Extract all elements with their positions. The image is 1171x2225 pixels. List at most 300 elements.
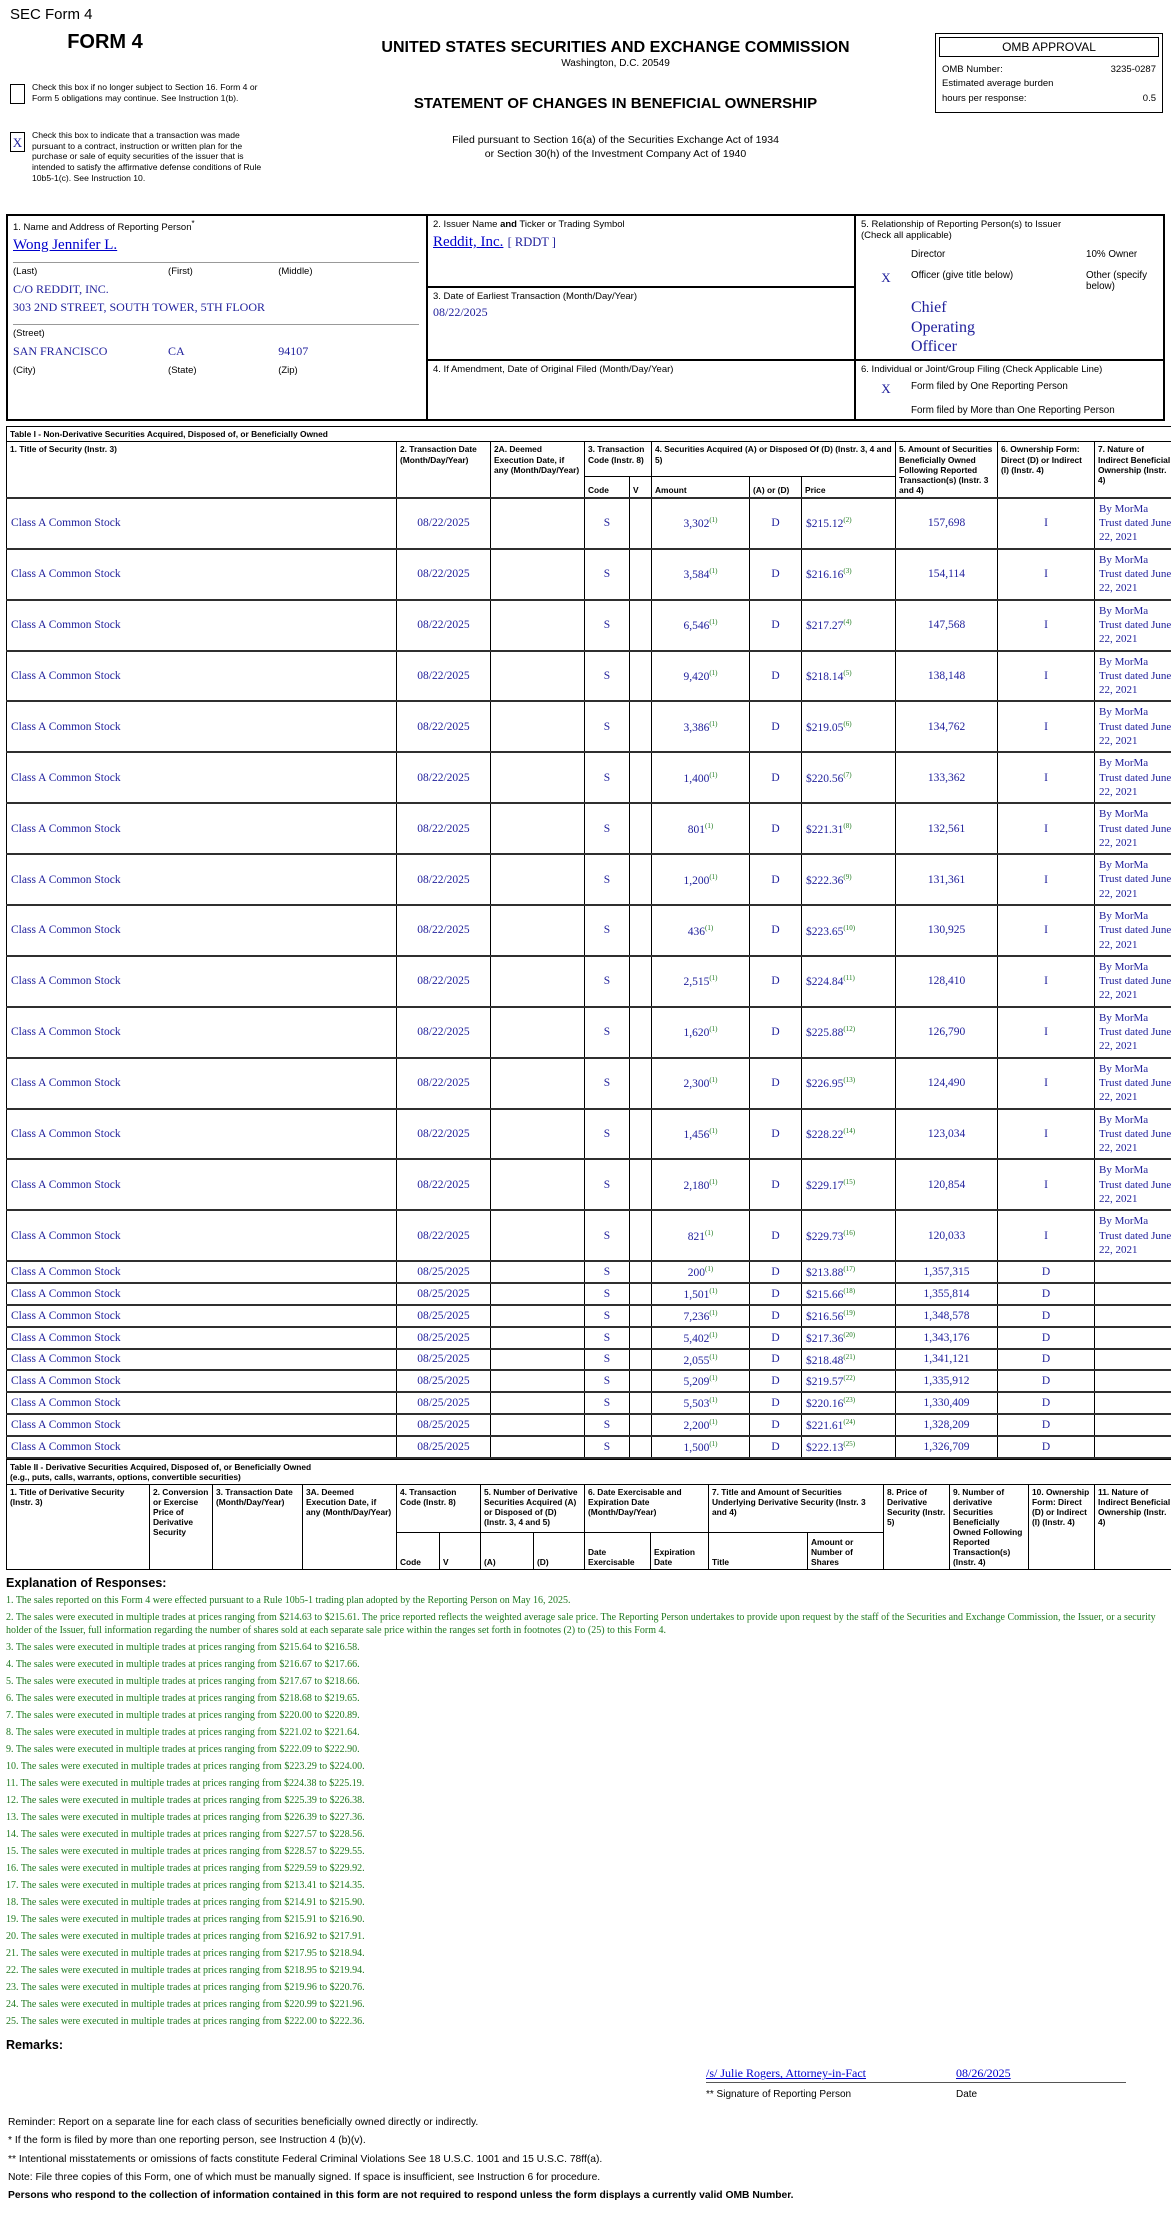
cell-transaction-date: 08/22/2025 (397, 1109, 491, 1160)
table2-col8: 8. Price of Derivative Security (Instr. 5) (884, 1484, 950, 1570)
footnote: 23. The sales were executed in multiple trades at prices ranging from $219.96 to $220.76. (6, 1981, 1165, 1994)
cell-amount: 821$^{(1)}$ (652, 1210, 750, 1261)
cell-transaction-date: 08/22/2025 (397, 1058, 491, 1109)
section4-amendment (427, 360, 855, 420)
footnote-ref: (17) (843, 1265, 855, 1273)
footnote-ref: (1) (705, 924, 713, 932)
footnote: 15. The sales were executed in multiple trades at prices ranging from $228.57 to $229.55. (6, 1845, 1165, 1858)
cell-ownership-form: I (998, 600, 1095, 651)
table1-row (7, 854, 1171, 905)
table1-row (7, 1305, 1171, 1327)
footer-notes (6, 2114, 1165, 2204)
cell-a-or-d: D (750, 854, 802, 905)
city-state-zip-labels (13, 365, 421, 376)
footnote-ref: (14) (843, 1127, 855, 1135)
footnote: 12. The sales were executed in multiple trades at prices ranging from $225.39 to $226.38. (6, 1794, 1165, 1807)
footnote-ref: (1) (709, 567, 717, 575)
footnote: 10. The sales were executed in multiple trades at prices ranging from $223.29 to $224.00. (6, 1760, 1165, 1773)
officer-checkbox[interactable]: X (861, 270, 911, 292)
last-label: (Last) (13, 266, 168, 277)
cell-security-title: Class A Common Stock (7, 701, 397, 752)
section4-label: 4. If Amendment, Date of Original Filed (Month/Day/Year) (433, 364, 849, 375)
cell-a-or-d: D (750, 1327, 802, 1349)
cell-ownership-form: D (998, 1392, 1095, 1414)
section1-name-address (7, 215, 427, 421)
cell-price: $220.56$^{(7)}$ (802, 752, 896, 803)
cell-code: S (585, 956, 630, 1007)
cell-owned-following: 1,348,578 (896, 1305, 998, 1327)
cell-price: $222.36$^{(9)}$ (802, 854, 896, 905)
cell-code: S (585, 1327, 630, 1349)
section5-relationship (855, 215, 1164, 360)
table1-sub-code: Code (585, 477, 630, 498)
signature-date-label: Date (956, 2089, 1126, 2100)
cell-price: $225.88$^{(12)}$ (802, 1007, 896, 1058)
cell-ownership-form: I (998, 651, 1095, 702)
reporting-person-link[interactable]: Wong Jennifer L. (13, 237, 117, 253)
footnote: 14. The sales were executed in multiple trades at prices ranging from $227.57 to $228.56. (6, 1828, 1165, 1841)
footnote-ref: (9) (843, 873, 851, 881)
one-person-label: Form filed by One Reporting Person (911, 381, 1158, 397)
issuer-link[interactable]: Reddit, Inc. (433, 234, 503, 250)
footnote-ref: (1) (709, 1353, 717, 1361)
cell-amount: 3,302$^{(1)}$ (652, 498, 750, 549)
cell-v (630, 549, 652, 600)
cell-price: $215.12$^{(2)}$ (802, 498, 896, 549)
footnote-ref: (3) (843, 567, 851, 575)
cell-transaction-date: 08/25/2025 (397, 1327, 491, 1349)
cell-code: S (585, 1349, 630, 1371)
footnote: 13. The sales were executed in multiple trades at prices ranging from $226.39 to $227.36. (6, 1811, 1165, 1824)
cell-nature-indirect (1095, 1414, 1171, 1436)
cell-price: $213.88$^{(17)}$ (802, 1261, 896, 1283)
cell-ownership-form: I (998, 549, 1095, 600)
footnote: 11. The sales were executed in multiple trades at prices ranging from $224.38 to $225.19. (6, 1777, 1165, 1790)
cell-ownership-form: D (998, 1349, 1095, 1371)
cell-security-title: Class A Common Stock (7, 1283, 397, 1305)
cell-ownership-form: I (998, 1109, 1095, 1160)
cell-v (630, 1436, 652, 1458)
table2-title-line1: Table II - Derivative Securities Acquired, Disposed of, or Beneficially Owned (10, 1462, 1171, 1472)
table2-sub-code: Code (397, 1533, 440, 1570)
more-person-label: Form filed by More than One Reporting Person (911, 405, 1158, 416)
cell-deemed-date (491, 1159, 585, 1210)
cell-code: S (585, 803, 630, 854)
omb-number-label: OMB Number: (942, 63, 1003, 77)
table1-col-title: 1. Title of Security (Instr. 3) (7, 442, 397, 498)
footnote: 17. The sales were executed in multiple trades at prices ranging from $213.41 to $214.35. (6, 1879, 1165, 1892)
table1-col-code: 3. Transaction Code (Instr. 8) (585, 442, 652, 477)
cell-amount: 1,456$^{(1)}$ (652, 1109, 750, 1160)
cell-a-or-d: D (750, 1414, 802, 1436)
table1-row (7, 1159, 1171, 1210)
cell-owned-following: 1,343,176 (896, 1327, 998, 1349)
cell-transaction-date: 08/22/2025 (397, 701, 491, 752)
cell-amount: 1,200$^{(1)}$ (652, 854, 750, 905)
cell-code: S (585, 549, 630, 600)
table1-col-date: 2. Transaction Date (Month/Day/Year) (397, 442, 491, 498)
earliest-transaction-date: 08/22/2025 (433, 305, 849, 320)
cell-nature-indirect (1095, 1327, 1171, 1349)
cell-security-title: Class A Common Stock (7, 1327, 397, 1349)
form-header (6, 25, 1165, 210)
cell-deemed-date (491, 1305, 585, 1327)
cell-v (630, 1210, 652, 1261)
cell-ownership-form: I (998, 1159, 1095, 1210)
cell-nature-indirect (1095, 1305, 1171, 1327)
cell-deemed-date (491, 549, 585, 600)
cell-security-title: Class A Common Stock (7, 1261, 397, 1283)
cell-deemed-date (491, 1007, 585, 1058)
cell-deemed-date (491, 905, 585, 956)
cell-code: S (585, 1436, 630, 1458)
cell-nature-indirect: By MorMa Trust dated June 22, 2021 (1095, 803, 1171, 854)
cell-amount: 2,515$^{(1)}$ (652, 956, 750, 1007)
cell-v (630, 905, 652, 956)
footnote: 19. The sales were executed in multiple trades at prices ranging from $215.91 to $216.90. (6, 1913, 1165, 1926)
cell-price: $219.05$^{(6)}$ (802, 701, 896, 752)
table1-row (7, 1058, 1171, 1109)
footnote-ref: (11) (843, 974, 854, 982)
cell-price: $216.16$^{(3)}$ (802, 549, 896, 600)
section5-sublabel: (Check all applicable) (861, 230, 1158, 241)
table2-sub-date-exercisable: Date Exercisable (585, 1533, 651, 1570)
table2-col7: 7. Title and Amount of Securities Underlying Derivative Security (Instr. 3 and 4) (709, 1484, 884, 1532)
other-label: Other (specify below) (1086, 270, 1158, 292)
cell-v (630, 701, 652, 752)
footnote: 21. The sales were executed in multiple trades at prices ranging from $217.95 to $218.94. (6, 1947, 1165, 1960)
footer-reminder: Reminder: Report on a separate line for each class of securities beneficially owned directly or indirectly. (8, 2114, 1165, 2132)
table1-row (7, 803, 1171, 854)
table1-row (7, 905, 1171, 956)
cell-amount: 1,400$^{(1)}$ (652, 752, 750, 803)
cell-code: S (585, 854, 630, 905)
section5-label: 5. Relationship of Reporting Person(s) to Issuer (861, 219, 1158, 230)
footnote: 9. The sales were executed in multiple trades at prices ranging from $222.09 to $222.90. (6, 1743, 1165, 1756)
cell-transaction-date: 08/25/2025 (397, 1392, 491, 1414)
cell-v (630, 1159, 652, 1210)
cell-nature-indirect: By MorMa Trust dated June 22, 2021 (1095, 600, 1171, 651)
cell-transaction-date: 08/22/2025 (397, 498, 491, 549)
cell-owned-following: 157,698 (896, 498, 998, 549)
cell-security-title: Class A Common Stock (7, 803, 397, 854)
form-checkbox-item (10, 130, 272, 184)
cell-v (630, 1349, 652, 1371)
cell-deemed-date (491, 1327, 585, 1349)
checkbox-label: Check this box to indicate that a transaction was made pursuant to a contract, instruction or written plan for the purchase or sale of equity securities of the issuer that is intended to satisfy the affirmative defense conditions of Rule 10b5-1(c). See Instruction 10. (32, 130, 272, 184)
cell-nature-indirect: By MorMa Trust dated June 22, 2021 (1095, 1007, 1171, 1058)
cell-security-title: Class A Common Stock (7, 651, 397, 702)
cell-nature-indirect (1095, 1436, 1171, 1458)
zip-label: (Zip) (278, 365, 421, 376)
cell-a-or-d: D (750, 1283, 802, 1305)
cell-ownership-form: D (998, 1327, 1095, 1349)
cell-a-or-d: D (750, 1210, 802, 1261)
zip-value: 94107 (278, 344, 421, 359)
cell-ownership-form: D (998, 1370, 1095, 1392)
cell-code: S (585, 651, 630, 702)
cell-deemed-date (491, 1261, 585, 1283)
footnote-ref: (6) (843, 720, 851, 728)
signature-date-link[interactable]: 08/26/2025 (956, 2066, 1011, 2080)
cell-amount: 2,180$^{(1)}$ (652, 1159, 750, 1210)
table1-row (7, 1327, 1171, 1349)
cell-transaction-date: 08/22/2025 (397, 651, 491, 702)
footnote-ref: (1) (709, 771, 717, 779)
cell-ownership-form: I (998, 803, 1095, 854)
address-line2: 303 2ND STREET, SOUTH TOWER, 5TH FLOOR (13, 298, 421, 316)
cell-owned-following: 1,341,121 (896, 1349, 998, 1371)
table2-sub-expiration: Expiration Date (651, 1533, 709, 1570)
table2-sub-a: (A) (481, 1533, 534, 1570)
footnote: 16. The sales were executed in multiple trades at prices ranging from $229.59 to $229.92. (6, 1862, 1165, 1875)
cell-nature-indirect: By MorMa Trust dated June 22, 2021 (1095, 498, 1171, 549)
cell-ownership-form: I (998, 905, 1095, 956)
cell-price: $218.48$^{(21)}$ (802, 1349, 896, 1371)
cell-code: S (585, 1109, 630, 1160)
cell-nature-indirect: By MorMa Trust dated June 22, 2021 (1095, 549, 1171, 600)
cell-price: $229.73$^{(16)}$ (802, 1210, 896, 1261)
table1-row (7, 1392, 1171, 1414)
cell-amount: 1,620$^{(1)}$ (652, 1007, 750, 1058)
cell-price: $229.17$^{(15)}$ (802, 1159, 896, 1210)
address-line1: C/O REDDIT, INC. (13, 280, 421, 298)
table1-row (7, 701, 1171, 752)
cell-v (630, 803, 652, 854)
cell-price: $220.16$^{(23)}$ (802, 1392, 896, 1414)
omb-approval-box (935, 33, 1163, 113)
relationship-grid (861, 249, 1158, 292)
cell-ownership-form: D (998, 1283, 1095, 1305)
footnote: 3. The sales were executed in multiple trades at prices ranging from $215.64 to $216.58. (6, 1641, 1165, 1654)
cell-transaction-date: 08/22/2025 (397, 956, 491, 1007)
table1-row (7, 956, 1171, 1007)
footer-note1: * If the form is filed by more than one reporting person, see Instruction 4 (b)(v). (8, 2132, 1165, 2150)
cell-a-or-d: D (750, 1159, 802, 1210)
cell-transaction-date: 08/25/2025 (397, 1305, 491, 1327)
table1-row (7, 1349, 1171, 1371)
cell-price: $217.27$^{(4)}$ (802, 600, 896, 651)
omb-number-value: 3235-0287 (1111, 63, 1156, 77)
cell-price: $218.14$^{(5)}$ (802, 651, 896, 702)
officer-label: Officer (give title below) (911, 270, 1086, 292)
cell-a-or-d: D (750, 752, 802, 803)
footnote-ref: (12) (843, 1025, 855, 1033)
footnote: 2. The sales were executed in multiple trades at prices ranging from $214.63 to $215.61. The price reported reflects the weighted average sale price. The Reporting Person undertakes to provide upon request by the staff of the Securities and Exchange Commission, the Issuer, or a security holder of the Issuer, full information regarding the number of shares sold at each separate sale price within the ranges set forth in footnotes (2) to (25) to this Form 4. (6, 1611, 1165, 1637)
director-checkbox[interactable] (861, 249, 911, 260)
cell-nature-indirect: By MorMa Trust dated June 22, 2021 (1095, 701, 1171, 752)
first-label: (First) (168, 266, 278, 277)
cell-a-or-d: D (750, 701, 802, 752)
more-person-checkbox[interactable] (861, 405, 911, 416)
section2-label: 2. Issuer Name and Ticker or Trading Symbol (433, 219, 625, 230)
cell-ownership-form: I (998, 752, 1095, 803)
table2-derivative (6, 1459, 1171, 1571)
table2-col10: 10. Ownership Form: Direct (D) or Indirect (I) (Instr. 4) (1029, 1484, 1095, 1570)
footnote-ref: (1) (709, 1418, 717, 1426)
cell-ownership-form: I (998, 701, 1095, 752)
address-lines (13, 280, 421, 316)
omb-burden-value: 0.5 (1143, 92, 1156, 106)
cell-security-title: Class A Common Stock (7, 1007, 397, 1058)
cell-v (630, 1058, 652, 1109)
cell-amount: 2,300$^{(1)}$ (652, 1058, 750, 1109)
footnote-ref: (25) (843, 1440, 855, 1448)
omb-title: OMB APPROVAL (939, 37, 1159, 57)
cell-transaction-date: 08/22/2025 (397, 1210, 491, 1261)
cell-code: S (585, 701, 630, 752)
footnote-ref: (4) (843, 618, 851, 626)
footnote-ref: (22) (843, 1374, 855, 1382)
cell-transaction-date: 08/22/2025 (397, 1159, 491, 1210)
table1-col-deemed: 2A. Deemed Execution Date, if any (Month/Day/Year) (491, 442, 585, 498)
footnote-ref: (7) (843, 771, 851, 779)
table1-row (7, 651, 1171, 702)
table1-row (7, 1261, 1171, 1283)
cell-security-title: Class A Common Stock (7, 956, 397, 1007)
table1-sub-v: V (630, 477, 652, 498)
footnote-ref: (24) (843, 1418, 855, 1426)
cell-owned-following: 126,790 (896, 1007, 998, 1058)
cell-v (630, 956, 652, 1007)
table1-col-nature: 7. Nature of Indirect Beneficial Ownership (Instr. 4) (1095, 442, 1171, 498)
footnote-ref: (23) (843, 1396, 855, 1404)
cell-ownership-form: I (998, 854, 1095, 905)
cell-v (630, 498, 652, 549)
checkbox[interactable]: X (10, 132, 25, 152)
omb-burden-row (942, 92, 1156, 106)
footnote-ref: (2) (843, 516, 851, 524)
footnote-ref: (1) (709, 1076, 717, 1084)
cell-owned-following: 134,762 (896, 701, 998, 752)
footnote-ref: (1) (709, 873, 717, 881)
cell-amount: 5,209$^{(1)}$ (652, 1370, 750, 1392)
header-left-column (6, 25, 296, 210)
signature-link[interactable]: /s/ Julie Rogers, Attorney-in-Fact (706, 2066, 866, 2080)
table1-row (7, 1007, 1171, 1058)
one-person-checkbox[interactable]: X (861, 381, 911, 397)
table1-row (7, 1210, 1171, 1261)
cell-code: S (585, 1159, 630, 1210)
cell-ownership-form: I (998, 1210, 1095, 1261)
form-name: FORM 4 (10, 31, 200, 54)
cell-v (630, 1414, 652, 1436)
cell-security-title: Class A Common Stock (7, 1370, 397, 1392)
footnote-ref: (1) (709, 1309, 717, 1317)
cell-deemed-date (491, 752, 585, 803)
table2-col3a: 3A. Deemed Execution Date, if any (Month/Day/Year) (303, 1484, 397, 1570)
cell-transaction-date: 08/22/2025 (397, 905, 491, 956)
cell-owned-following: 120,854 (896, 1159, 998, 1210)
cell-security-title: Class A Common Stock (7, 1109, 397, 1160)
cell-amount: 5,503$^{(1)}$ (652, 1392, 750, 1414)
cell-a-or-d: D (750, 1392, 802, 1414)
footnote-ref: (1) (709, 974, 717, 982)
cell-code: S (585, 1370, 630, 1392)
commission-title: UNITED STATES SECURITIES AND EXCHANGE COMMISSION (296, 39, 935, 57)
cell-code: S (585, 1261, 630, 1283)
cell-security-title: Class A Common Stock (7, 905, 397, 956)
cell-a-or-d: D (750, 803, 802, 854)
footnote-ref: (1) (705, 1265, 713, 1273)
footnote-ref: (1) (709, 1374, 717, 1382)
footnote-ref: (5) (843, 669, 851, 677)
checkbox[interactable] (10, 84, 25, 104)
cell-nature-indirect: By MorMa Trust dated June 22, 2021 (1095, 1210, 1171, 1261)
cell-owned-following: 1,328,209 (896, 1414, 998, 1436)
cell-deemed-date (491, 498, 585, 549)
cell-owned-following: 123,034 (896, 1109, 998, 1160)
omb-burden-label2: hours per response: (942, 92, 1027, 106)
cell-security-title: Class A Common Stock (7, 1349, 397, 1371)
table1-row (7, 1109, 1171, 1160)
section6-label: 6. Individual or Joint/Group Filing (Check Applicable Line) (861, 364, 1158, 375)
ticker-symbol: [ RDDT ] (508, 235, 556, 249)
section6-filing-type (855, 360, 1164, 420)
cell-transaction-date: 08/25/2025 (397, 1414, 491, 1436)
section3-label: 3. Date of Earliest Transaction (Month/Day/Year) (433, 291, 849, 302)
cell-v (630, 1283, 652, 1305)
table1-row (7, 549, 1171, 600)
cell-deemed-date (491, 1414, 585, 1436)
cell-nature-indirect: By MorMa Trust dated June 22, 2021 (1095, 854, 1171, 905)
footnote: 6. The sales were executed in multiple trades at prices ranging from $218.68 to $219.65. (6, 1692, 1165, 1705)
commission-location: Washington, D.C. 20549 (296, 58, 935, 69)
cell-code: S (585, 1305, 630, 1327)
form-checkbox-item (10, 82, 272, 104)
cell-security-title: Class A Common Stock (7, 1392, 397, 1414)
cell-v (630, 1305, 652, 1327)
cell-nature-indirect: By MorMa Trust dated June 22, 2021 (1095, 1058, 1171, 1109)
cell-a-or-d: D (750, 549, 802, 600)
cell-a-or-d: D (750, 498, 802, 549)
footnote-ref: (1) (709, 618, 717, 626)
officer-title-value: Chief Operating Officer (911, 298, 1011, 356)
cell-security-title: Class A Common Stock (7, 1058, 397, 1109)
cell-v (630, 600, 652, 651)
footnote-list (6, 1594, 1165, 2028)
middle-label: (Middle) (278, 266, 421, 277)
footnote: 5. The sales were executed in multiple trades at prices ranging from $217.67 to $218.66. (6, 1675, 1165, 1688)
cell-code: S (585, 905, 630, 956)
footnote: 24. The sales were executed in multiple trades at prices ranging from $220.99 to $221.96. (6, 1998, 1165, 2011)
cell-owned-following: 130,925 (896, 905, 998, 956)
header-checkboxes (10, 82, 272, 184)
cell-a-or-d: D (750, 1109, 802, 1160)
table1-row (7, 1370, 1171, 1392)
cell-transaction-date: 08/22/2025 (397, 1007, 491, 1058)
cell-a-or-d: D (750, 1261, 802, 1283)
footnote-ref: (1) (709, 669, 717, 677)
footer-omb-notice: Persons who respond to the collection of information contained in this form are not required to respond unless the form displays a currently valid OMB Number. (8, 2187, 1165, 2205)
table1-col-securities: 4. Securities Acquired (A) or Disposed Of (D) (Instr. 3, 4 and 5) (652, 442, 896, 477)
cell-a-or-d: D (750, 651, 802, 702)
signature-label: ** Signature of Reporting Person (706, 2089, 956, 2100)
cell-transaction-date: 08/22/2025 (397, 549, 491, 600)
cell-ownership-form: D (998, 1436, 1095, 1458)
cell-a-or-d: D (750, 1007, 802, 1058)
cell-amount: 2,055$^{(1)}$ (652, 1349, 750, 1371)
cell-amount: 3,386$^{(1)}$ (652, 701, 750, 752)
filing-grid (861, 381, 1158, 416)
cell-owned-following: 1,335,912 (896, 1370, 998, 1392)
explanation-title: Explanation of Responses: (6, 1576, 1165, 1590)
footnote-ref: (1) (705, 1229, 713, 1237)
footnote: 22. The sales were executed in multiple trades at prices ranging from $218.95 to $219.94. (6, 1964, 1165, 1977)
cell-amount: 801$^{(1)}$ (652, 803, 750, 854)
cell-owned-following: 1,326,709 (896, 1436, 998, 1458)
cell-price: $217.36$^{(20)}$ (802, 1327, 896, 1349)
